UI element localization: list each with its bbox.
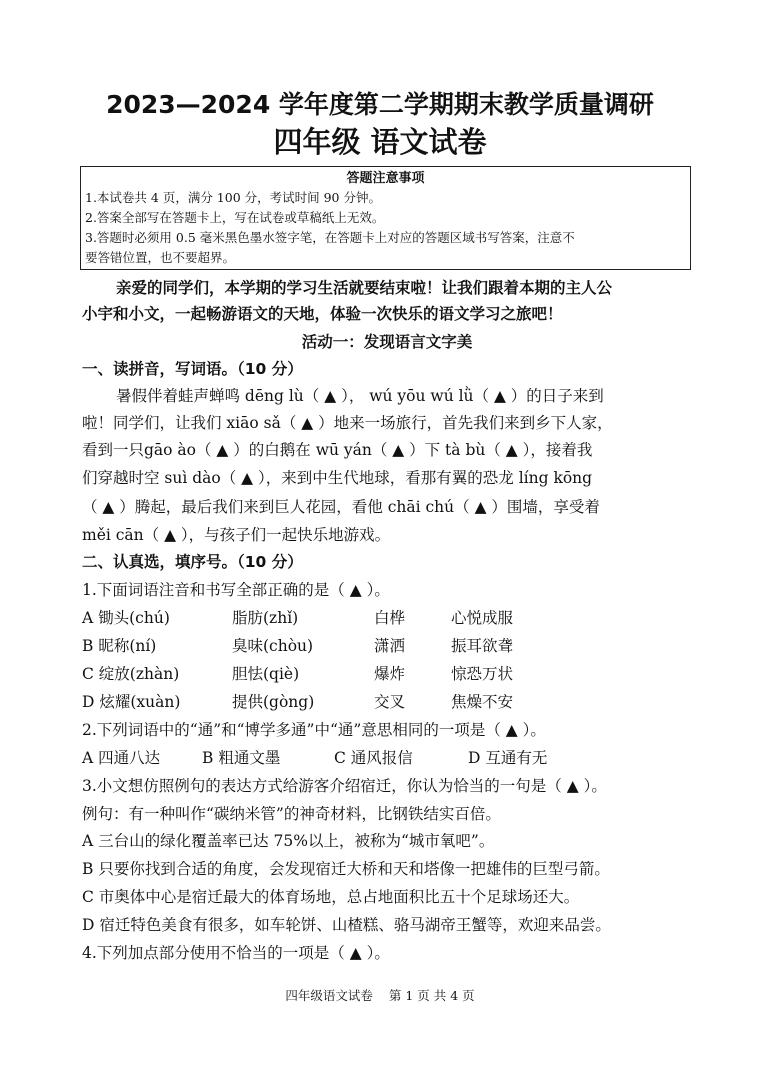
section1-heading: 一、读拼音，写词语。（10 分） — [82, 360, 303, 378]
footer-page-info: 第 1 页 共 4 页 — [388, 988, 475, 1003]
notice-item: 3.答题时必须用 0.5 毫米黑色墨水签字笔，在答题卡上对应的答题区域书写答案，注意不 — [85, 230, 575, 245]
question-3-option: A 三台山的绿化覆盖率已达 75%以上，被称为“城市氧吧”。 — [82, 832, 495, 850]
exam-title-line2: 四年级 语文试卷 — [273, 125, 487, 159]
notice-item: 2.答案全部写在答题卡上，写在试卷或草稿纸上无效。 — [85, 210, 385, 225]
section2-heading: 二、认真选，填序号。（10 分） — [82, 553, 303, 571]
question-1-stem: 1.下面词语注音和书写全部正确的是（ ▲ ）。 — [82, 581, 390, 599]
notice-item: 1.本试卷共 4 页，满分 100 分，考试时间 90 分钟。 — [85, 190, 381, 205]
notice-title: 答题注意事项 — [346, 171, 425, 186]
notice-box — [80, 166, 691, 270]
question-3-option: C 市奥体中心是宿迁最大的体育场地，总占地面积比五十个足球场还大。 — [82, 888, 580, 906]
question-3-stem: 3.小文想仿照例句的表达方式给游客介绍宿迁，你认为恰当的一句是（ ▲ ）。 — [82, 777, 607, 795]
question-2-stem: 2.下列词语中的“通”和“博学多通”中“通”意思相同的一项是（ ▲ ）。 — [82, 721, 546, 739]
section1-line: 暑假伴着蛙声蝉鸣 dēng lù（ ▲ ）， wú yōu wú lǜ（ ▲ ）的日子来到 — [116, 387, 604, 405]
exam-title-line1: 2023—2024 学年度第二学期期末教学质量调研 — [106, 90, 654, 119]
question-4-stem: 4.下列加点部分使用不恰当的一项是（ ▲ ）。 — [82, 944, 390, 962]
intro-line: 小宇和小文，一起畅游语文的天地，体验一次快乐的语文学习之旅吧！ — [82, 305, 563, 323]
section1-line: 们穿越时空 suì dào（ ▲ ），来到中生代地球，看那有翼的恐龙 líng kōng — [82, 469, 593, 487]
question-3-example: 例句：有一种叫作“碳纳米管”的神奇材料，比钢铁结实百倍。 — [82, 805, 501, 823]
section1-line: 看到一只gāo ào（ ▲ ）的白鹅在 wū yán（ ▲ ）下 tà bù（ ▲ ），接着我 — [82, 441, 593, 459]
section1-line: 啦！同学们，让我们 xiāo sǎ（ ▲ ）地来一场旅行，首先我们来到乡下人家， — [82, 414, 613, 432]
activity-heading: 活动一：发现语言文字美 — [301, 333, 473, 351]
intro-line: 亲爱的同学们，本学期的学习生活就要结束啦！让我们跟着本期的主人公 — [116, 279, 613, 297]
footer-doc-name: 四年级语文试卷 — [285, 988, 373, 1003]
section1-line: （ ▲ ）腾起，最后我们来到巨人花园，看他 chāi chú（ ▲ ）围墙，享受着 — [82, 498, 600, 516]
question-3-option: D 宿迁特色美食有很多，如车轮饼、山楂糕、骆马湖帝王蟹等，欢迎来品尝。 — [82, 916, 611, 934]
question-3-option: B 只要你找到合适的角度，会发现宿迁大桥和天和塔像一把雄伟的巨型弓箭。 — [82, 860, 610, 878]
page-footer — [0, 986, 760, 1004]
exam-page: 2023—2024 学年度第二学期期末教学质量调研 四年级 语文试卷 答题注意事项 1.本试卷共 4 页，满分 100 分，考试时间 90 分钟。 2.答案全部写在答题卡上，写在试卷或草稿纸上无效。 3.答题时必须用 0.5 毫米黑色墨水签字笔，在答题卡上对应的答题区域书写答案，注意不 要答错位置，也不要超界。 亲爱的同学们，本学期的学习生活就要结束啦！让我们跟着本期的主人公 小宇和小文，一起畅游语文的天地，体验一次快乐的语文学习之旅吧！ 活动一：发现语言文字美 一、读拼音，写词语。（10 分） 暑假伴着蛙声蝉鸣 dēng lù（ ▲ ）， wú yōu wú lǜ（ ▲ ）的日子来到 啦！同学们，让我们 xiāo sǎ（ ▲ ）地来一场旅行，首先我们来到乡下人家， 看到一只gāo ào（ ▲ ）的白鹅在 wū yán（ ▲ ）下 tà bù（ ▲ ），接着我 们穿越时空 suì dào（ ▲ ），来到中生代地球，看那有翼的恐龙 líng kōng （ ▲ ）腾起，最后我们来到巨人花园，看他 chāi chú（ ▲ ）围墙，享受着 měi cān（ ▲ ），与孩子们一起快乐地游戏。 二、认真选，填序号。（10 分） 1.下面词语注音和书写全部正确的是（ ▲ ）。 A 锄头(chú) 脂肪(zhǐ) 白桦 心悦成服 B 昵称(ní) 臭味(chòu) 潇洒 振耳欲聋 C 绽放(zhàn) 胆怯(qiè) 爆炸 惊恐万状 D 炫耀(xuàn) 提供(gòng) 交叉 焦燥不安 2.下列词语中的“通”和“博学多通”中“通”意思相同的一项是（ ▲ ）。 A 四通八达 B 粗通文墨 C 通风报信 D 互通有无 3.小文想仿照例句的表达方式给游客介绍宿迁，你认为恰当的一句是（ ▲ ）。 例句：有一种叫作“碳纳米管”的神奇材料，比钢铁结实百倍。 A 三台山的绿化覆盖率已达 75%以上，被称为“城市氧吧”。 B 只要你找到合适的角度，会发现宿迁大桥和天和塔像一把雄伟的巨型弓箭。 C 市奥体中心是宿迁最大的体育场地，总占地面积比五十个足球场还大。 D 宿迁特色美食有很多，如车轮饼、山楂糕、骆马湖帝王蟹等，欢迎来品尝。 4.下列加点部分使用不恰当的一项是（ ▲ ）。 四年级语文试卷 第 1 页 共 4 页 — [0, 0, 760, 1074]
notice-item: 要答错位置，也不要超界。 — [85, 250, 236, 265]
section1-line: měi cān（ ▲ ），与孩子们一起快乐地游戏。 — [82, 526, 391, 544]
